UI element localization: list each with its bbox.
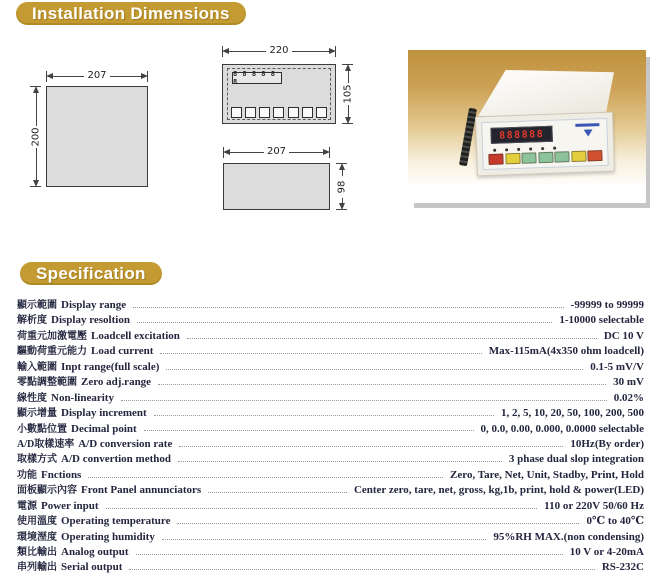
side-view-drawing	[223, 163, 330, 210]
dotted-leader	[178, 461, 502, 462]
dim-label: 207	[87, 70, 107, 81]
dotted-leader	[166, 369, 583, 370]
spec-row	[17, 327, 644, 342]
spec-label-english: Operating humidity	[61, 530, 155, 543]
dim-label: 220	[269, 45, 289, 56]
spec-row	[17, 404, 644, 419]
panel-button	[505, 153, 520, 165]
dim-line	[348, 105, 349, 117]
spec-row	[17, 373, 644, 388]
spec-row	[17, 342, 644, 357]
dim-arrow-up-icon	[339, 163, 345, 170]
spec-label-english: Non-linearity	[51, 391, 114, 404]
indicator-dot	[493, 149, 496, 152]
dotted-leader	[177, 523, 579, 524]
spec-value: 95%RH MAX.(non condensing)	[493, 530, 644, 543]
spec-row	[17, 481, 644, 496]
spec-row	[17, 450, 644, 465]
spec-label-english: A/D convertion method	[61, 453, 171, 466]
spec-label-chinese: 顯示範圍	[17, 300, 57, 311]
spec-label-english: Serial output	[61, 561, 123, 574]
panel-button	[538, 152, 553, 164]
dotted-leader	[106, 508, 538, 509]
spec-value: 0℃ to 40℃	[586, 515, 644, 528]
dotted-leader	[137, 322, 552, 323]
spec-value: 0, 0.0, 0.00, 0.000, 0.0000 selectable	[480, 422, 644, 435]
spec-label-english: Fnctions	[41, 468, 82, 481]
spec-label-chinese: 小數點位置	[17, 423, 67, 435]
spec-row	[17, 435, 644, 450]
indicator-dot	[505, 148, 508, 151]
panel-cutout-drawing	[46, 86, 148, 187]
panel-button	[521, 152, 536, 164]
dim-arrow-down-icon	[339, 203, 345, 210]
dim-line	[110, 76, 141, 77]
spec-table	[17, 296, 644, 574]
spec-label-chinese: 電源	[17, 500, 37, 512]
dim-arrow-left-icon	[222, 48, 229, 54]
front-view-button	[316, 107, 327, 118]
spec-row	[17, 420, 644, 435]
spec-value: Zero, Tare, Net, Unit, Stadby, Print, Hold	[450, 468, 644, 481]
indicator-dot	[553, 147, 556, 150]
spec-label-chinese: 取樣方式	[17, 454, 57, 466]
spec-row	[17, 512, 644, 527]
spec-label-chinese: 類比輸出	[17, 547, 57, 558]
front-view-height-dimension	[342, 64, 354, 124]
dotted-leader	[136, 554, 563, 555]
spec-label-chinese: 解析度	[17, 315, 47, 327]
spec-label-chinese: 串列輸出	[17, 562, 57, 574]
spec-value: 1-10000 selectable	[559, 314, 644, 327]
weighing-indicator-device	[438, 70, 616, 176]
dotted-leader	[129, 569, 594, 570]
dotted-leader	[88, 477, 443, 478]
dim-label-box	[342, 83, 354, 105]
spec-label-chinese: 驅動荷重元能力	[17, 346, 87, 358]
spec-label-chinese: 荷重元加激電壓	[17, 330, 87, 342]
dim-line	[229, 51, 266, 52]
dim-arrow-left-icon	[223, 149, 230, 155]
spec-label-chinese: A/D取樣速率	[17, 438, 75, 450]
spec-label-chinese: 功能	[17, 469, 37, 481]
side-view-height-dimension	[336, 163, 348, 210]
spec-label-english: Loadcell excitation	[91, 329, 180, 342]
spec-row	[17, 558, 644, 573]
front-view-drawing	[222, 64, 336, 124]
spec-value: 10 V or 4-20mA	[569, 546, 644, 558]
dotted-leader	[133, 307, 564, 308]
spec-label-english: Display increment	[61, 407, 147, 420]
dim-arrow-down-icon	[33, 180, 39, 187]
spec-label-chinese: 環境溼度	[17, 531, 57, 543]
dotted-leader	[158, 384, 606, 385]
spec-label-english: Front Panel annunciators	[81, 484, 202, 497]
spec-value: 3 phase dual slop integration	[508, 453, 644, 466]
dim-line	[36, 93, 37, 126]
spec-row	[17, 543, 644, 558]
panel-button	[488, 153, 503, 165]
dim-line	[348, 71, 349, 83]
side-view-width-dimension	[223, 146, 330, 158]
dotted-leader	[187, 338, 597, 339]
spec-row	[17, 497, 644, 512]
dim-arrow-right-icon	[329, 48, 336, 54]
front-view-button	[245, 107, 256, 118]
dim-arrow-down-icon	[345, 117, 351, 124]
panel-button	[571, 151, 586, 163]
dim-arrow-right-icon	[141, 73, 148, 79]
dim-arrow-up-icon	[33, 86, 39, 93]
indicator-dot	[541, 147, 544, 150]
spec-label-chinese: 顯示增量	[17, 408, 57, 420]
spec-label-english: Display range	[61, 299, 127, 311]
dim-label: 98	[336, 180, 348, 193]
spec-value: Max-115mA(4x350 ohm loadcell)	[488, 345, 644, 358]
front-view-width-dimension	[222, 45, 336, 57]
device-front-face	[475, 112, 615, 177]
panel-button	[587, 150, 602, 162]
spec-value: RS-232C	[601, 561, 644, 574]
device-front-panel	[481, 118, 609, 170]
front-view-display: 8 8 8 8 8 8	[232, 72, 282, 84]
dim-label: 207	[266, 146, 287, 157]
device-led-display: 888888	[490, 126, 553, 144]
spec-value: 0.02%	[613, 391, 644, 404]
dotted-leader	[179, 446, 563, 447]
front-view-button	[288, 107, 299, 118]
indicator-dot	[529, 147, 532, 150]
dim-line	[292, 51, 329, 52]
dim-label: 105	[342, 84, 354, 104]
panel-button	[554, 151, 569, 163]
spec-value: -99999 to 99999	[570, 299, 644, 311]
spec-label-chinese: 面板顯示內容	[17, 485, 77, 497]
dim-line	[289, 152, 323, 153]
dotted-leader	[208, 492, 347, 493]
dotted-leader	[121, 400, 607, 401]
cutout-height-dimension	[30, 86, 42, 187]
spec-label-english: A/D conversion rate	[78, 437, 173, 450]
cutout-width-dimension	[46, 70, 148, 82]
dotted-leader	[144, 430, 474, 431]
brand-logo-icon	[571, 122, 602, 139]
dim-line	[36, 148, 37, 181]
indicator-dot	[517, 148, 520, 151]
dotted-leader	[154, 415, 494, 416]
front-view-button	[231, 107, 242, 118]
spec-label-english: Load current	[91, 345, 154, 358]
spec-row	[17, 466, 644, 481]
dotted-leader	[162, 539, 487, 540]
spec-label-english: Decimal point	[71, 422, 137, 435]
spec-label-english: Power input	[41, 499, 99, 512]
front-view-button	[273, 107, 284, 118]
spec-label-english: Analog output	[61, 546, 129, 558]
spec-label-chinese: 零點調整範圍	[17, 377, 77, 389]
dim-arrow-up-icon	[345, 64, 351, 71]
dotted-leader	[160, 353, 481, 354]
spec-row	[17, 311, 644, 326]
spec-label-english: Zero adj.range	[81, 376, 152, 389]
dim-arrow-left-icon	[46, 73, 53, 79]
spec-label-chinese: 使用溫度	[17, 516, 57, 528]
dim-label-box	[30, 126, 42, 148]
spec-label-english: Inpt range(full scale)	[61, 360, 160, 373]
front-view-button	[259, 107, 270, 118]
spec-label-english: Operating temperature	[61, 515, 171, 528]
spec-row	[17, 389, 644, 404]
spec-value: DC 10 V	[603, 329, 644, 342]
dim-line	[230, 152, 264, 153]
dim-line	[53, 76, 84, 77]
section-title-specification: Specification	[20, 262, 162, 285]
spec-label-chinese: 線性度	[17, 392, 47, 404]
panel-buttons	[488, 150, 602, 165]
spec-label-english: Display resoltion	[51, 314, 130, 327]
spec-value: 1, 2, 5, 10, 20, 50, 100, 200, 500	[501, 407, 644, 420]
spec-row	[17, 296, 644, 311]
front-view-buttons	[231, 107, 327, 118]
spec-value: 30 mV	[613, 376, 644, 389]
product-photo	[408, 50, 646, 203]
spec-row	[17, 528, 644, 543]
spec-value: 10Hz(By order)	[570, 437, 644, 450]
front-view-button	[302, 107, 313, 118]
dim-label-box	[336, 176, 348, 198]
dim-label: 200	[30, 126, 42, 147]
spec-label-chinese: 輸入範圍	[17, 361, 57, 373]
dim-arrow-right-icon	[323, 149, 330, 155]
spec-value: Center zero, tare, net, gross, kg,1b, print, hold & power(LED)	[353, 484, 644, 497]
spec-row	[17, 358, 644, 373]
spec-value: 0.1-5 mV/V	[590, 360, 644, 373]
section-title-installation-dimensions: Installation Dimensions	[16, 2, 246, 25]
spec-value: 110 or 220V 50/60 Hz	[544, 499, 644, 512]
